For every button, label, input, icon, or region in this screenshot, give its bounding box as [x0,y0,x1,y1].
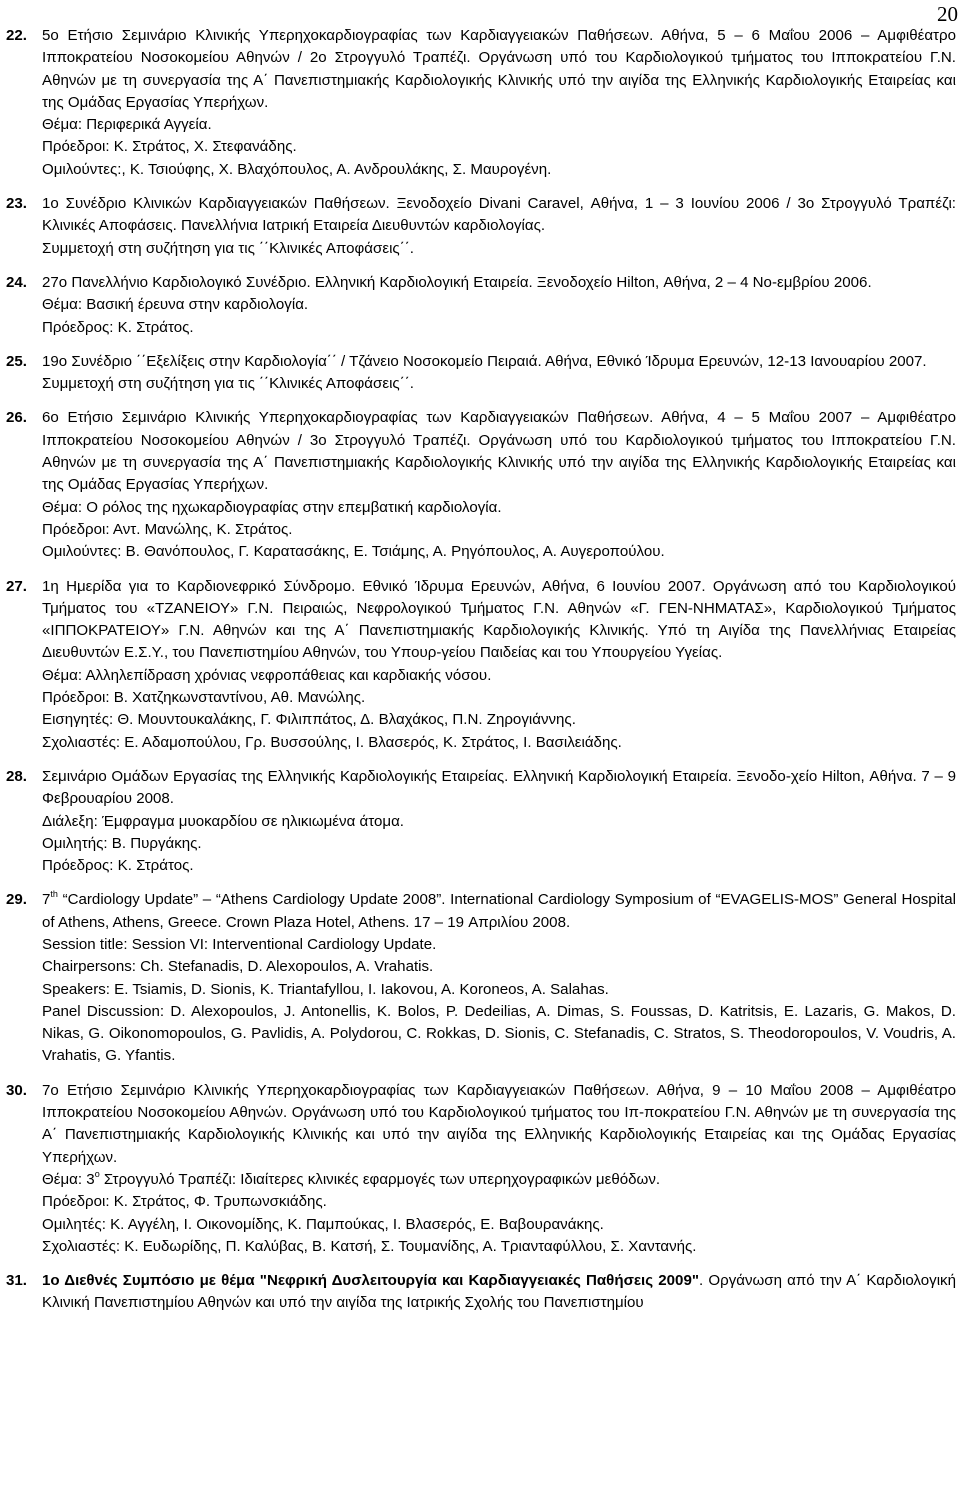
entry-title: “Cardiology Update” – “Athens Cardiology Update 2008”. International Cardiology Symposium of “EVAGELIS-MOS” General Hospital of Athens, Athens, Greece. Crown Plaza Hotel, Athens. 17 – 19 Απριλίου 2008. [42,891,956,931]
entry-text [42,889,956,934]
entry-text: 27ο Πανελλήνιο Καρδιολογικό Συνέδριο. Ελληνική Καρδιολογική Εταιρεία. Ξενοδοχείο Hilton, Αθήνα, 2 – 4 Νο-εμβρίου 2006. [42,273,872,291]
entry-session: Session title: Session VI: Interventional Cardiology Update. [42,935,437,953]
entry-chairs: Πρόεδροι: Β. Χατζηκωνσταντίνου, Αθ. Μανώλης. [42,689,366,707]
entry-number: 30. [6,1081,27,1099]
list-item [6,766,956,877]
theme-prefix: Θέμα: 3 [42,1170,95,1188]
entry-chairs: Chairpersons: Ch. Stefanadis, D. Alexopoulos, A. Vrahatis. [42,958,434,976]
entry-body [42,766,956,877]
entry-lecture: Διάλεξη: Έμφραγμα μυοκαρδίου σε ηλικιωμένα άτομα. [42,812,404,830]
entry-text: 5ο Ετήσιο Σεμινάριο Κλινικής Υπερηχοκαρδιογραφίας των Καρδιαγγειακών Παθήσεων. Αθήνα, 5 – 6 Μαΐου 2006 – Αμφιθέατρο Ιπποκρατείου Νοσοκομείου Αθηνών / 2ο Στρογγυλό Τραπέζι. Οργάνωση υπό του Καρδιολογικού τμήματος του Ιπποκρατείου Γ.Ν. Αθηνών με τη συνεργασία της Α΄ Πανεπιστημιακής Καρδιολογικής Κλινικής υπό την αιγίδα της Ελληνικής Καρδιολογικής Εταιρείας και της Ομάδας Εργασίας Υπερήχων. [42,27,956,111]
list-item [6,1080,956,1258]
entry-presenters: Εισηγητές: Θ. Μουντουκαλάκης, Γ. Φιλιππάτος, Δ. Βλαχάκος, Π.Ν. Ζηρογιάννης. [42,711,576,729]
entry-participation: Συμμετοχή στη συζήτηση για τις ΄΄Κλινικές Αποφάσεις΄΄. [42,375,414,393]
entry-body [42,407,956,563]
entry-commentators: Σχολιαστές: Κ. Ευδωρίδης, Π. Καλύβας, Β. Κατσή, Σ. Τουμανίδης, Α. Τριανταφύλλου, Σ. Χαντανής. [42,1237,697,1255]
list-item [6,351,956,396]
entry-number: 23. [6,195,27,213]
entry-text: 6ο Ετήσιο Σεμινάριο Κλινικής Υπερηχοκαρδιογραφίας των Καρδιαγγειακών Παθήσεων. Αθήνα, 4 – 5 Μαΐου 2007 – Αμφιθέατρο Ιπποκρατείου Νοσοκομείου Αθηνών / 3ο Στρογγυλό Τραπέζι. Οργάνωση υπό του Καρδιολογικού τμήματος του Ιπποκρατείου Γ.Ν. Αθηνών με τη συνεργασία της Α΄ Πανεπιστημιακής Καρδιολογικής Κλινικής υπό την αιγίδα της Ελληνικής Καρδιολογικής Εταιρείας και της Ομάδας Εργασίας Υπερήχων. [42,409,956,494]
list-item [6,272,956,339]
entry-number: 26. [6,409,27,427]
entry-speakers: Ομιλούντες: Β. Θανόπουλος, Γ. Καρατασάκης, Ε. Τσιάμης, Α. Ρηγόπουλος, Α. Αυγεροπούλου. [42,543,665,561]
list-item [6,407,956,563]
list-item [6,889,956,1067]
entry-number: 29. [6,891,27,909]
entry-chairs: Πρόεδροι: Κ. Στράτος, Χ. Στεφανάδης. [42,138,297,156]
entry-body [42,1270,956,1315]
entry-number: 22. [6,27,27,44]
entry-body [42,25,956,181]
entry-participation: Συμμετοχή στη συζήτηση για τις ΄΄Κλινικές Αποφάσεις΄΄. [42,239,414,257]
theme-rest: Στρογγυλό Τραπέζι: Ιδιαίτερες κλινικές εφαρμογές των υπερηχογραφικών μεθόδων. [99,1170,661,1188]
edition-suffix: th [50,889,58,900]
edition-number: 7 [42,891,51,909]
entry-number: 25. [6,352,27,370]
entry-body [42,1080,956,1258]
entry-text: 19ο Συνέδριο ΄΄Εξελίξεις στην Καρδιολογία΄΄ / Τζάνειο Νοσοκομείο Πειραιά. Αθήνα, Εθνικό Ίδρυμα Ερευνών, 12-13 Ιανουαρίου 2007. [42,352,927,370]
entry-theme: Θέμα: Περιφερικά Αγγεία. [42,116,212,134]
entry-theme: Θέμα: Ο ρόλος της ηχωκαρδιογραφίας στην επεμβατική καρδιολογία. [42,498,502,516]
entry-theme: Θέμα: Αλληλεπίδραση χρόνιας νεφροπάθειας και καρδιακής νόσου. [42,666,492,684]
entry-body [42,351,956,396]
list-item [6,25,956,181]
entry-text: 1ο Συνέδριο Κλινικών Καρδιαγγειακών Παθήσεων. Ξενοδοχείο Divani Caravel, Αθήνα, 1 – 3 Ιουνίου 2006 / 3ο Στρογγυλό Τραπέζι: Κλινικές Αποφάσεις. Πανελλήνια Ιατρική Εταιρεία Διευθυντών καρδιολογίας. [42,195,956,235]
entry-theme [42,1169,956,1191]
entry-speakers: Speakers: E. Tsiamis, D. Sionis, K. Triantafyllou, I. Iakovou, A. Koroneos, A. Salahas. [42,980,609,998]
entry-commentators: Σχολιαστές: Ε. Αδαμοπούλου, Γρ. Βυσσούλης, Ι. Βλασερός, Κ. Στράτος, Ι. Βασιλειάδης. [42,733,622,751]
entry-speakers: Ομιλητές: Κ. Αγγέλη, Ι. Οικονομίδης, Κ. Παμπούκας, Ι. Βλασερός, Ε. Βαβουρανάκης. [42,1215,604,1233]
list-item [6,193,956,260]
entry-text: 7ο Ετήσιο Σεμινάριο Κλινικής Υπερηχοκαρδιογραφίας των Καρδιαγγειακών Παθήσεων. Αθήνα, 9 – 10 Μαΐου 2008 – Αμφιθέατρο Ιπποκρατείου Νοσοκομείου Αθηνών. Οργάνωση υπό του Καρδιολογικού τμήματος του Ιπ-ποκρατείου Γ.Ν. Αθηνών με τη συνεργασία της Α΄ Πανεπιστημιακής Καρδιολογικής Κλινικής και υπό την αιγίδα της Ελληνικής Καρδιολογικής Εταιρείας και της Ομάδας Εργασίας Υπερήχων. [42,1081,956,1166]
entry-speaker: Ομιλητής: Β. Πυργάκης. [42,834,202,852]
entry-rest: . Οργάνωση από την Α΄ Καρδιολογική Κλινική Πανεπιστημίου Αθηνών και υπό την αιγίδα της Ιατρικής Σχολής του Πανεπιστημίου [42,1272,956,1312]
entry-number: 31. [6,1272,27,1290]
entry-number: 24. [6,273,27,291]
entry-text: 1η Ημερίδα για το Καρδιονεφρικό Σύνδρομο. Εθνικό Ίδρυμα Ερευνών, Αθήνα, 6 Ιουνίου 2007. Οργάνωση από του Καρδιολογικού Τμήματος του «ΤΖΑΝΕΙΟΥ» Γ.Ν. Πειραιώς, Νεφρολογικού Τμήματος Γ.Ν. Αθηνών «Γ. ΓΕΝ-ΝΗΜΑΤΑΣ», Καρδιολογικού Τμήματος «ΙΠΠΟΚΡΑΤΕΙΟΥ» Γ.Ν. Αθηνών και της Α΄ Πανεπιστημιακής Καρδιολογικής Κλινικής. Υπό τη Αιγίδα της Πανελλήνιας Εταιρείας Διευθυντών Ε.Σ.Υ., του Πανεπιστημίου Αθηνών, του Υπουρ-γείου Παιδείας και του Υπουργείου Υγείας. [42,577,956,662]
entry-number: 27. [6,577,27,595]
entry-text [42,1270,956,1315]
entry-theme: Θέμα: Βασική έρευνα στην καρδιολογία. [42,296,309,314]
entry-body [42,576,956,754]
entry-chairs: Πρόεδροι: Αντ. Μανώλης, Κ. Στράτος. [42,520,293,538]
entry-text: Σεμινάριο Ομάδων Εργασίας της Ελληνικής Καρδιολογικής Εταιρείας. Ελληνική Καρδιολογική Εταιρεία. Ξενοδο-χείο Hilton, Αθήνα. 7 – 9 Φεβρουαρίου 2008. [42,767,956,808]
entry-panel: Panel Discussion: D. Alexopoulos, J. Antonellis, K. Bolos, P. Dedeilias, A. Dimas, S. Foussas, D. Katritsis, E. Lazaris, G. Makos, D. Nikas, G. Oikonomopoulos, G. Pavlidis, A. Polydorou, C. Rokkas, D. Sionis, C. Stefanadis, C. Stratos, S. Theodoropoulos, V. Voudris, A. Vrahatis, G. Yfantis. [42,1002,956,1065]
cv-entry-list [6,25,956,1327]
entry-chairs: Πρόεδροι: Κ. Στράτος, Φ. Τρυπωνσκιάδης. [42,1193,327,1211]
entry-chair: Πρόεδρος: Κ. Στράτος. [42,857,194,875]
entry-title-bold: 1ο Διεθνές Συμπόσιο με θέμα "Νεφρική Δυσλειτουργία και Καρδιαγγειακές Παθήσεις 2009" [42,1272,699,1290]
entry-speakers: Ομιλούντες:, Κ. Τσιούφης, Χ. Βλαχόπουλος, Α. Ανδρουλάκης, Σ. Μαυρογένη. [42,160,552,178]
page-number: 20 [937,2,958,26]
entry-body [42,889,956,1067]
list-item [6,1270,956,1315]
entry-chair: Πρόεδρος: Κ. Στράτος. [42,318,194,336]
theme-suffix: ο [94,1168,100,1179]
entry-body [42,193,956,260]
entry-number: 28. [6,767,27,785]
entry-body [42,272,956,339]
list-item [6,576,956,754]
